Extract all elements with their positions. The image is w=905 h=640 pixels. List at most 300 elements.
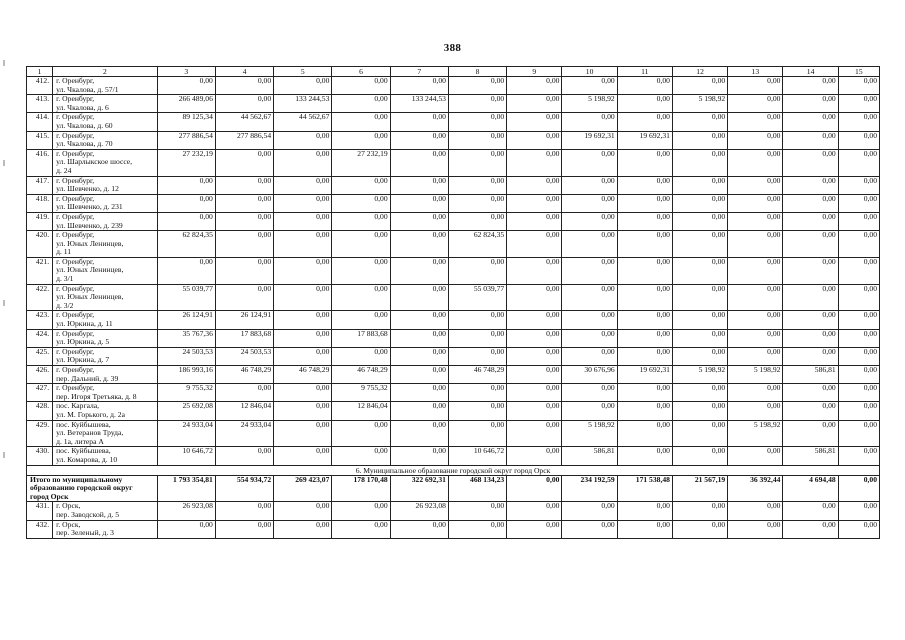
- value-cell: 0,00: [390, 329, 448, 347]
- table-row: [27, 95, 880, 113]
- value-cell: 0,00: [390, 176, 448, 194]
- value-cell: 0,00: [448, 149, 506, 176]
- address-line: г. Оренбург,: [56, 149, 95, 158]
- table-row: [27, 520, 880, 538]
- address-cell: [53, 329, 157, 347]
- value-cell: 46 748,29: [274, 366, 332, 384]
- value-cell: 0,00: [728, 384, 783, 402]
- address-line: ул. Юных Ленинцев,: [56, 265, 124, 275]
- address-line: г. Оренбург,: [56, 257, 95, 266]
- value-cell: 0,00: [672, 257, 727, 284]
- value-cell: 0,00: [562, 212, 617, 230]
- value-cell: 0,00: [562, 149, 617, 176]
- value-cell: 19 692,31: [562, 131, 617, 149]
- address-cell: [53, 231, 157, 258]
- value-cell: 0,00: [617, 212, 672, 230]
- value-cell: 0,00: [672, 520, 727, 538]
- value-cell: 26 124,91: [215, 311, 273, 329]
- value-cell: 0,00: [783, 420, 838, 447]
- value-cell: 0,00: [332, 212, 390, 230]
- value-cell: 0,00: [390, 520, 448, 538]
- value-cell: 586,81: [783, 366, 838, 384]
- value-cell: 0,00: [838, 447, 879, 465]
- value-cell: 0,00: [274, 502, 332, 520]
- value-cell: 0,00: [448, 329, 506, 347]
- value-cell: 0,00: [783, 257, 838, 284]
- value-cell: 0,00: [728, 284, 783, 311]
- row-index: 420.: [27, 231, 53, 258]
- value-cell: 0,00: [728, 402, 783, 420]
- address-cell: [53, 257, 157, 284]
- value-cell: 0,00: [332, 420, 390, 447]
- value-cell: 0,00: [390, 212, 448, 230]
- value-cell: 0,00: [838, 176, 879, 194]
- value-cell: 0,00: [332, 520, 390, 538]
- value-cell: 0,00: [448, 176, 506, 194]
- value-cell: 0,00: [838, 77, 879, 95]
- address-line: г. Орск,: [56, 520, 81, 529]
- total-value: 171 538,48: [617, 475, 672, 502]
- budget-table: [26, 66, 880, 539]
- value-cell: 0,00: [215, 384, 273, 402]
- row-index: 412.: [27, 77, 53, 95]
- address-line: пос. Каргала,: [56, 401, 100, 411]
- value-cell: 0,00: [215, 194, 273, 212]
- value-cell: 9 755,32: [332, 384, 390, 402]
- table-row: [27, 384, 880, 402]
- value-cell: 0,00: [507, 284, 562, 311]
- address-line: ул. Чкалова, д. 60: [56, 120, 113, 130]
- value-cell: 0,00: [215, 257, 273, 284]
- address-cell: [53, 284, 157, 311]
- value-cell: 0,00: [390, 77, 448, 95]
- value-cell: 0,00: [332, 176, 390, 194]
- value-cell: 17 883,68: [215, 329, 273, 347]
- value-cell: 26 923,08: [390, 502, 448, 520]
- value-cell: 0,00: [783, 95, 838, 113]
- value-cell: 0,00: [617, 502, 672, 520]
- value-cell: 0,00: [448, 212, 506, 230]
- value-cell: 0,00: [562, 311, 617, 329]
- address-line: д. 3/2: [56, 300, 74, 310]
- value-cell: 0,00: [672, 113, 727, 131]
- value-cell: 586,81: [562, 447, 617, 465]
- address-line: г. Оренбург,: [56, 112, 95, 122]
- value-cell: 35 767,36: [157, 329, 215, 347]
- value-cell: 0,00: [157, 176, 215, 194]
- value-cell: 277 886,54: [157, 131, 215, 149]
- table-row: [27, 231, 880, 258]
- value-cell: 0,00: [507, 149, 562, 176]
- address-cell: [53, 95, 157, 113]
- value-cell: 0,00: [783, 347, 838, 365]
- value-cell: 0,00: [672, 447, 727, 465]
- value-cell: 0,00: [390, 231, 448, 258]
- value-cell: 0,00: [215, 520, 273, 538]
- value-cell: 277 886,54: [215, 131, 273, 149]
- value-cell: 0,00: [783, 212, 838, 230]
- value-cell: 0,00: [507, 447, 562, 465]
- total-label-line: Итого по муниципальному: [30, 475, 123, 484]
- value-cell: 0,00: [728, 95, 783, 113]
- value-cell: 0,00: [562, 176, 617, 194]
- margin-mark: [3, 160, 5, 166]
- value-cell: 0,00: [728, 347, 783, 365]
- value-cell: 0,00: [783, 311, 838, 329]
- address-cell: [53, 131, 157, 149]
- value-cell: 0,00: [448, 402, 506, 420]
- value-cell: 0,00: [617, 77, 672, 95]
- total-value: 269 423,07: [274, 475, 332, 502]
- table-row: [27, 131, 880, 149]
- value-cell: 0,00: [215, 502, 273, 520]
- address-line: г. Оренбург,: [56, 310, 95, 320]
- address-line: ул. Юркина, д. 5: [56, 337, 110, 347]
- value-cell: 0,00: [562, 77, 617, 95]
- value-cell: 586,81: [783, 447, 838, 465]
- value-cell: 0,00: [507, 176, 562, 194]
- row-index: 430.: [27, 447, 53, 465]
- row-index: 426.: [27, 366, 53, 384]
- address-line: ул. Ветеранов Труда,: [56, 428, 124, 438]
- value-cell: 0,00: [728, 149, 783, 176]
- address-line: ул. Чкалова, д. 57/1: [56, 84, 119, 94]
- value-cell: 17 883,68: [332, 329, 390, 347]
- value-cell: 0,00: [562, 194, 617, 212]
- value-cell: 0,00: [507, 113, 562, 131]
- value-cell: 186 993,16: [157, 366, 215, 384]
- value-cell: 44 562,67: [274, 113, 332, 131]
- value-cell: 0,00: [448, 347, 506, 365]
- value-cell: 0,00: [783, 384, 838, 402]
- value-cell: 0,00: [507, 384, 562, 402]
- value-cell: 0,00: [215, 77, 273, 95]
- value-cell: 0,00: [838, 347, 879, 365]
- value-cell: 5 198,92: [672, 95, 727, 113]
- value-cell: 0,00: [448, 520, 506, 538]
- value-cell: 46 748,29: [332, 366, 390, 384]
- address-line: пер. Игоря Третьяка, д. 8: [56, 391, 137, 401]
- value-cell: 0,00: [838, 384, 879, 402]
- value-cell: 0,00: [448, 384, 506, 402]
- value-cell: 0,00: [332, 257, 390, 284]
- total-value: 0,00: [507, 475, 562, 502]
- address-cell: [53, 384, 157, 402]
- value-cell: 0,00: [728, 329, 783, 347]
- margin-mark: [3, 60, 5, 66]
- value-cell: 0,00: [390, 284, 448, 311]
- address-line: г. Оренбург,: [56, 194, 95, 203]
- row-index: 416.: [27, 149, 53, 176]
- value-cell: 0,00: [332, 502, 390, 520]
- value-cell: 0,00: [215, 231, 273, 258]
- value-cell: 0,00: [274, 194, 332, 212]
- address-line: г. Оренбург,: [56, 329, 95, 338]
- value-cell: 0,00: [390, 366, 448, 384]
- value-cell: 0,00: [672, 502, 727, 520]
- value-cell: 0,00: [332, 284, 390, 311]
- row-index: 421.: [27, 257, 53, 284]
- value-cell: 0,00: [617, 329, 672, 347]
- value-cell: 55 039,77: [157, 284, 215, 311]
- value-cell: 0,00: [838, 95, 879, 113]
- value-cell: 0,00: [783, 113, 838, 131]
- address-line: ул. Чкалова, д. 70: [56, 139, 113, 149]
- value-cell: 0,00: [274, 131, 332, 149]
- value-cell: 0,00: [274, 311, 332, 329]
- column-number: 10: [562, 67, 617, 77]
- value-cell: 0,00: [157, 194, 215, 212]
- value-cell: 0,00: [507, 347, 562, 365]
- value-cell: 10 646,72: [448, 447, 506, 465]
- value-cell: 0,00: [838, 402, 879, 420]
- value-cell: 0,00: [562, 347, 617, 365]
- table-row: [27, 212, 880, 230]
- value-cell: 0,00: [390, 420, 448, 447]
- value-cell: 0,00: [274, 149, 332, 176]
- value-cell: 0,00: [507, 366, 562, 384]
- value-cell: 0,00: [672, 329, 727, 347]
- address-line: г. Оренбург,: [56, 94, 95, 104]
- total-value: 178 170,48: [332, 475, 390, 502]
- value-cell: 0,00: [390, 257, 448, 284]
- address-line: ул. Шевченко, д. 12: [56, 184, 119, 194]
- value-cell: 24 503,53: [215, 347, 273, 365]
- value-cell: 0,00: [617, 347, 672, 365]
- address-line: пос. Куйбышева,: [56, 420, 111, 429]
- table-row: [27, 194, 880, 212]
- value-cell: 0,00: [507, 194, 562, 212]
- table-row: [27, 366, 880, 384]
- value-cell: 0,00: [617, 113, 672, 131]
- value-cell: 0,00: [838, 520, 879, 538]
- value-cell: 0,00: [672, 131, 727, 149]
- value-cell: 0,00: [274, 420, 332, 447]
- value-cell: 0,00: [448, 257, 506, 284]
- value-cell: 5 198,92: [562, 420, 617, 447]
- value-cell: 0,00: [562, 284, 617, 311]
- value-cell: 133 244,53: [390, 95, 448, 113]
- total-row: [27, 475, 880, 502]
- address-cell: [53, 502, 157, 520]
- column-number: 9: [507, 67, 562, 77]
- row-index: 429.: [27, 420, 53, 447]
- value-cell: 0,00: [507, 77, 562, 95]
- value-cell: 0,00: [390, 194, 448, 212]
- address-line: ул. Шевченко, д. 231: [56, 202, 123, 212]
- value-cell: 0,00: [332, 347, 390, 365]
- value-cell: 0,00: [617, 384, 672, 402]
- value-cell: 24 503,53: [157, 347, 215, 365]
- table-row: [27, 311, 880, 329]
- table-row: [27, 284, 880, 311]
- value-cell: 24 933,04: [157, 420, 215, 447]
- address-line: г. Оренбург,: [56, 212, 95, 221]
- value-cell: 0,00: [617, 284, 672, 311]
- margin-mark: [3, 300, 5, 306]
- value-cell: 0,00: [617, 231, 672, 258]
- value-cell: 0,00: [728, 231, 783, 258]
- column-number: 7: [390, 67, 448, 77]
- address-line: г. Оренбург,: [56, 176, 95, 185]
- total-value: 322 692,31: [390, 475, 448, 502]
- value-cell: 0,00: [728, 113, 783, 131]
- table-row: [27, 77, 880, 95]
- value-cell: 0,00: [274, 329, 332, 347]
- address-line: пер. Зеленый, д. 3: [56, 528, 114, 538]
- row-index: 419.: [27, 212, 53, 230]
- row-index: 417.: [27, 176, 53, 194]
- value-cell: 0,00: [448, 113, 506, 131]
- address-line: ул. Юных Ленинцев,: [56, 292, 124, 302]
- value-cell: 0,00: [728, 77, 783, 95]
- value-cell: 89 125,34: [157, 113, 215, 131]
- value-cell: 0,00: [617, 176, 672, 194]
- value-cell: 0,00: [507, 502, 562, 520]
- value-cell: 0,00: [332, 77, 390, 95]
- value-cell: 0,00: [448, 194, 506, 212]
- address-line: д. 1а, литера А: [56, 436, 104, 446]
- table-row: [27, 113, 880, 131]
- value-cell: 0,00: [507, 231, 562, 258]
- address-line: ул. Чкалова, д. 6: [56, 102, 109, 112]
- value-cell: 62 824,35: [448, 231, 506, 258]
- value-cell: 0,00: [507, 212, 562, 230]
- row-index: 423.: [27, 311, 53, 329]
- column-number: 13: [728, 67, 783, 77]
- value-cell: 0,00: [274, 347, 332, 365]
- value-cell: 0,00: [507, 311, 562, 329]
- address-cell: [53, 366, 157, 384]
- total-label-line: образованию городской округ: [30, 483, 133, 493]
- value-cell: 27 232,19: [157, 149, 215, 176]
- value-cell: 0,00: [838, 131, 879, 149]
- address-line: ул. Юных Ленинцев,: [56, 238, 124, 248]
- value-cell: 25 692,08: [157, 402, 215, 420]
- value-cell: 0,00: [783, 329, 838, 347]
- row-index: 425.: [27, 347, 53, 365]
- address-cell: [53, 447, 157, 465]
- value-cell: 0,00: [728, 131, 783, 149]
- value-cell: 0,00: [157, 520, 215, 538]
- value-cell: 0,00: [562, 402, 617, 420]
- address-line: ул. Шевченко, д. 239: [56, 220, 123, 230]
- table-row: [27, 149, 880, 176]
- value-cell: 0,00: [838, 311, 879, 329]
- table-row: [27, 347, 880, 365]
- value-cell: 0,00: [390, 131, 448, 149]
- address-line: пер. Заводской, д. 5: [56, 509, 120, 519]
- value-cell: 0,00: [617, 95, 672, 113]
- value-cell: 0,00: [507, 420, 562, 447]
- total-label: [27, 475, 158, 502]
- value-cell: 0,00: [448, 311, 506, 329]
- value-cell: 0,00: [838, 420, 879, 447]
- value-cell: 0,00: [672, 402, 727, 420]
- column-number: 6: [332, 67, 390, 77]
- value-cell: 0,00: [215, 149, 273, 176]
- row-index: 414.: [27, 113, 53, 131]
- value-cell: 0,00: [562, 329, 617, 347]
- page-number: 388: [443, 42, 462, 54]
- value-cell: 0,00: [617, 447, 672, 465]
- value-cell: 0,00: [157, 77, 215, 95]
- value-cell: 0,00: [672, 284, 727, 311]
- row-index: 413.: [27, 95, 53, 113]
- row-index: 422.: [27, 284, 53, 311]
- value-cell: 0,00: [672, 212, 727, 230]
- address-line: д. 3/1: [56, 274, 74, 284]
- address-cell: [53, 212, 157, 230]
- column-number: 4: [215, 67, 273, 77]
- table-row: [27, 402, 880, 420]
- column-number: 5: [274, 67, 332, 77]
- value-cell: 0,00: [728, 257, 783, 284]
- table-row: [27, 502, 880, 520]
- address-cell: [53, 311, 157, 329]
- address-line: г. Оренбург,: [56, 76, 95, 85]
- total-value: 468 134,23: [448, 475, 506, 502]
- address-cell: [53, 520, 157, 538]
- address-cell: [53, 420, 157, 447]
- value-cell: 0,00: [672, 384, 727, 402]
- value-cell: 0,00: [332, 194, 390, 212]
- row-index: 428.: [27, 402, 53, 420]
- value-cell: 0,00: [448, 502, 506, 520]
- row-index: 431.: [27, 502, 53, 520]
- address-line: ул. М. Горького, д. 2а: [56, 409, 125, 419]
- total-value: 234 192,59: [562, 475, 617, 502]
- table-row: [27, 257, 880, 284]
- address-line: г. Оренбург,: [56, 230, 95, 240]
- value-cell: 0,00: [617, 311, 672, 329]
- value-cell: 0,00: [838, 212, 879, 230]
- value-cell: 0,00: [838, 257, 879, 284]
- section-title: 6. Муниципальное образование городской округ город Орск: [27, 465, 880, 475]
- value-cell: 0,00: [332, 311, 390, 329]
- value-cell: 0,00: [448, 420, 506, 447]
- column-number: 8: [448, 67, 506, 77]
- value-cell: 0,00: [672, 77, 727, 95]
- value-cell: 0,00: [390, 113, 448, 131]
- value-cell: 5 198,92: [672, 366, 727, 384]
- value-cell: 0,00: [507, 329, 562, 347]
- value-cell: 0,00: [617, 257, 672, 284]
- value-cell: 133 244,53: [274, 95, 332, 113]
- section-row: [27, 465, 880, 475]
- value-cell: 0,00: [332, 131, 390, 149]
- value-cell: 0,00: [783, 402, 838, 420]
- value-cell: 0,00: [783, 194, 838, 212]
- address-cell: [53, 194, 157, 212]
- value-cell: 0,00: [332, 95, 390, 113]
- address-line: ул. Шарлыкское шоссе,: [56, 157, 133, 167]
- table-row: [27, 420, 880, 447]
- address-cell: [53, 149, 157, 176]
- value-cell: 0,00: [274, 176, 332, 194]
- value-cell: 0,00: [215, 212, 273, 230]
- value-cell: 44 562,67: [215, 113, 273, 131]
- value-cell: 5 198,92: [728, 420, 783, 447]
- total-value: 0,00: [838, 475, 879, 502]
- value-cell: 0,00: [672, 231, 727, 258]
- value-cell: 0,00: [838, 113, 879, 131]
- address-line: д. 11: [56, 247, 72, 257]
- column-number: 12: [672, 67, 727, 77]
- address-line: пос. Куйбышева,: [56, 446, 111, 456]
- value-cell: 0,00: [783, 231, 838, 258]
- value-cell: 0,00: [783, 520, 838, 538]
